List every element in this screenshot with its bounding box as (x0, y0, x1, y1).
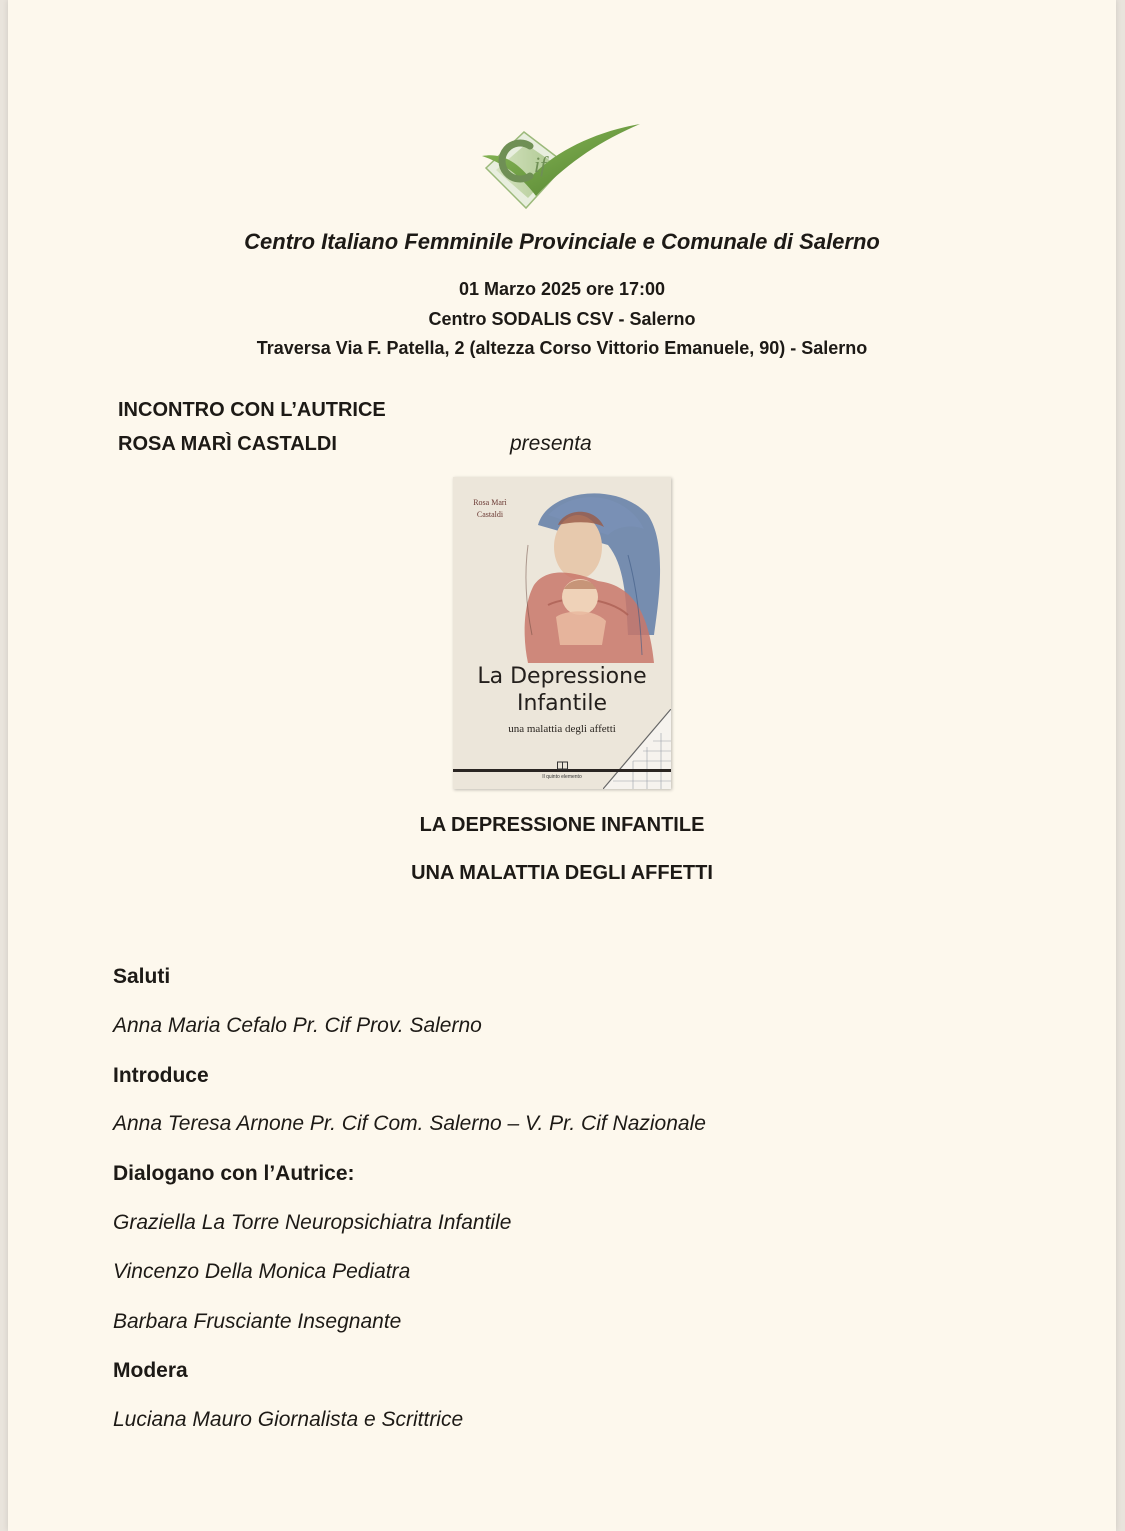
dialogano-speaker: Vincenzo Della Monica Pediatra (113, 1260, 411, 1283)
cif-logo (474, 112, 646, 216)
book-icon (557, 761, 568, 770)
introduce-speaker: Anna Teresa Arnone Pr. Cif Com. Salerno – V. Pr. Cif Nazionale (113, 1112, 706, 1135)
flyer-page (8, 0, 1116, 1531)
dialogano-speaker: Graziella La Torre Neuropsichiatra Infantile (113, 1211, 512, 1234)
event-venue: Centro SODALIS CSV - Salerno (428, 309, 696, 329)
book-cover-author: Rosa Marì Castaldi (473, 498, 507, 519)
modera-speaker: Luciana Mauro Giornalista e Scrittrice (113, 1408, 464, 1431)
book-cover-title: La Depressione Infantile (477, 664, 647, 716)
dialogano-speaker: Barbara Frusciante Insegnante (113, 1310, 402, 1333)
saluti-speaker: Anna Maria Cefalo Pr. Cif Prov. Salerno (113, 1014, 482, 1037)
book-title-line1: LA DEPRESSIONE INFANTILE (419, 814, 705, 836)
book-title-line2: UNA MALATTIA DEGLI AFFETTI (411, 862, 713, 884)
author-name: ROSA MARÌ CASTALDI (118, 433, 337, 455)
book-cover-subtitle: una malattia degli affetti (508, 723, 616, 735)
event-address: Traversa Via F. Patella, 2 (altezza Corso Vittorio Emanuele, 90) - Salerno (256, 338, 868, 358)
dialogano-label: Dialogano con l’Autrice: (113, 1162, 355, 1185)
modera-label: Modera (113, 1359, 188, 1382)
presents-label: presenta (510, 432, 592, 455)
book-cover-publisher: Il quinto elemento (542, 774, 582, 780)
event-heading: INCONTRO CON L’AUTRICE (118, 399, 386, 421)
book-cover (453, 477, 671, 789)
cif-logo-text: if (534, 152, 547, 177)
organization-name: Centro Italiano Femminile Provinciale e Comunale di Salerno (244, 229, 880, 254)
mother-child-illustration (508, 485, 668, 663)
event-datetime: 01 Marzo 2025 ore 17:00 (458, 279, 666, 299)
introduce-label: Introduce (113, 1064, 209, 1087)
saluti-label: Saluti (113, 965, 171, 988)
